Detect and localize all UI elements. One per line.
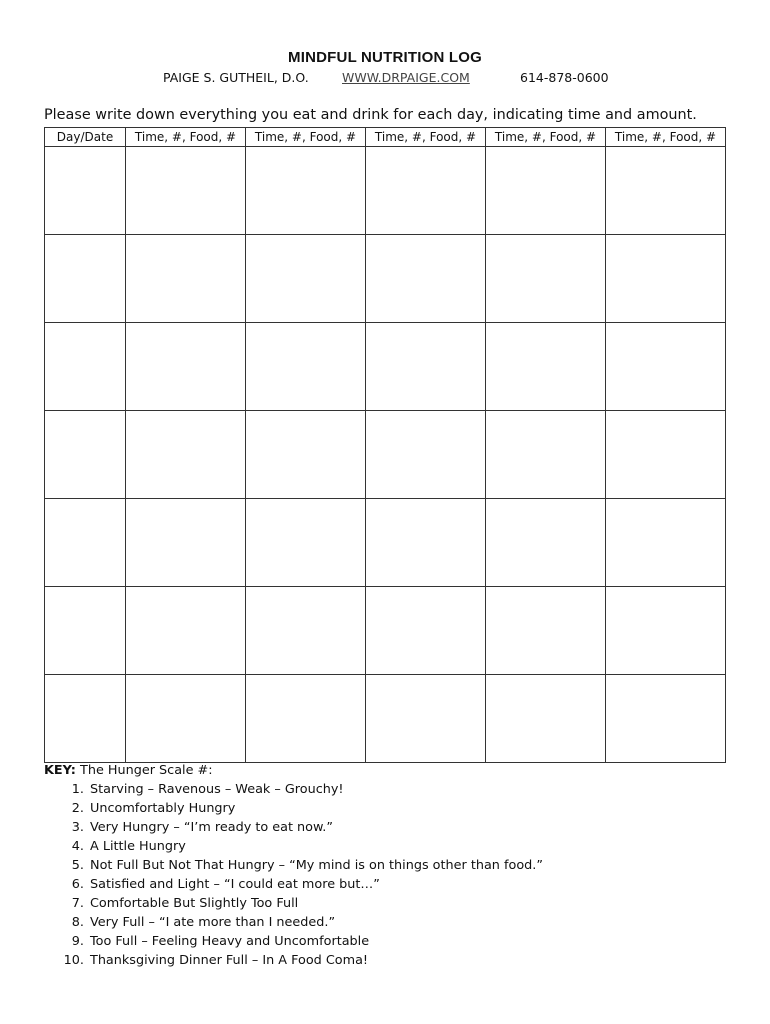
hunger-scale-item	[44, 932, 543, 951]
food-entry-cell[interactable]	[366, 675, 486, 763]
food-entry-cell[interactable]	[366, 499, 486, 587]
hunger-scale-number: 10.	[63, 953, 84, 968]
table-body	[45, 147, 726, 763]
hunger-scale-item	[44, 913, 543, 932]
food-entry-cell[interactable]	[246, 411, 366, 499]
hunger-scale-item	[44, 780, 543, 799]
food-entry-cell[interactable]	[126, 411, 246, 499]
day-date-cell[interactable]	[45, 411, 126, 499]
instructions-text: Please write down everything you eat and drink for each day, indicating time and amount.	[44, 107, 697, 123]
food-entry-cell[interactable]	[126, 235, 246, 323]
food-entry-cell[interactable]	[486, 323, 606, 411]
column-header-entry: Time, #, Food, #	[246, 128, 366, 147]
column-header-day-date: Day/Date	[45, 128, 126, 147]
food-entry-cell[interactable]	[126, 675, 246, 763]
food-entry-cell[interactable]	[126, 147, 246, 235]
food-entry-cell[interactable]	[246, 323, 366, 411]
table-row	[45, 499, 726, 587]
author-name: PAIGE S. GUTHEIL, D.O.	[163, 70, 309, 85]
food-entry-cell[interactable]	[366, 147, 486, 235]
food-entry-cell[interactable]	[486, 499, 606, 587]
food-entry-cell[interactable]	[366, 587, 486, 675]
day-date-cell[interactable]	[45, 587, 126, 675]
hunger-scale-text: Very Full – “I ate more than I needed.”	[90, 915, 336, 930]
food-entry-cell[interactable]	[126, 499, 246, 587]
hunger-scale-key	[44, 761, 543, 970]
food-entry-cell[interactable]	[246, 235, 366, 323]
food-entry-cell[interactable]	[486, 675, 606, 763]
hunger-scale-number: 3.	[71, 820, 84, 835]
key-label: KEY:	[44, 763, 76, 778]
hunger-scale-item	[44, 875, 543, 894]
hunger-scale-list	[44, 780, 543, 970]
column-header-entry: Time, #, Food, #	[486, 128, 606, 147]
hunger-scale-item	[44, 951, 543, 970]
hunger-scale-item	[44, 799, 543, 818]
table-row	[45, 675, 726, 763]
day-date-cell[interactable]	[45, 323, 126, 411]
food-entry-cell[interactable]	[606, 235, 726, 323]
day-date-cell[interactable]	[45, 675, 126, 763]
food-entry-cell[interactable]	[606, 147, 726, 235]
hunger-scale-text: Satisfied and Light – “I could eat more but…”	[90, 877, 380, 892]
hunger-scale-item	[44, 856, 543, 875]
hunger-scale-item	[44, 818, 543, 837]
food-entry-cell[interactable]	[366, 323, 486, 411]
hunger-scale-number: 8.	[71, 915, 84, 930]
table-row	[45, 235, 726, 323]
food-entry-cell[interactable]	[486, 411, 606, 499]
food-entry-cell[interactable]	[486, 587, 606, 675]
table-row	[45, 147, 726, 235]
day-date-cell[interactable]	[45, 235, 126, 323]
food-entry-cell[interactable]	[486, 147, 606, 235]
table-row	[45, 587, 726, 675]
food-entry-cell[interactable]	[246, 587, 366, 675]
column-header-entry: Time, #, Food, #	[126, 128, 246, 147]
food-entry-cell[interactable]	[246, 147, 366, 235]
column-header-entry: Time, #, Food, #	[366, 128, 486, 147]
table-row	[45, 323, 726, 411]
day-date-cell[interactable]	[45, 499, 126, 587]
food-entry-cell[interactable]	[606, 587, 726, 675]
food-entry-cell[interactable]	[606, 411, 726, 499]
hunger-scale-text: Too Full – Feeling Heavy and Uncomfortable	[90, 934, 370, 949]
food-entry-cell[interactable]	[126, 587, 246, 675]
key-title: The Hunger Scale #:	[80, 763, 213, 778]
table-row	[45, 411, 726, 499]
table-header-row	[45, 128, 726, 147]
food-entry-cell[interactable]	[486, 235, 606, 323]
hunger-scale-text: Not Full But Not That Hungry – “My mind is on things other than food.”	[90, 858, 543, 873]
column-header-entry: Time, #, Food, #	[606, 128, 726, 147]
website-link[interactable]: WWW.DRPAIGE.COM	[342, 70, 470, 85]
food-entry-cell[interactable]	[246, 675, 366, 763]
hunger-scale-number: 1.	[71, 782, 84, 797]
hunger-scale-item	[44, 837, 543, 856]
hunger-scale-number: 5.	[71, 858, 84, 873]
hunger-scale-text: A Little Hungry	[90, 839, 186, 854]
hunger-scale-item	[44, 894, 543, 913]
key-heading	[44, 761, 543, 780]
food-entry-cell[interactable]	[366, 235, 486, 323]
food-entry-cell[interactable]	[606, 675, 726, 763]
hunger-scale-number: 9.	[71, 934, 84, 949]
hunger-scale-text: Thanksgiving Dinner Full – In A Food Coma!	[90, 953, 369, 968]
food-entry-cell[interactable]	[606, 499, 726, 587]
nutrition-log-table	[44, 127, 726, 763]
day-date-cell[interactable]	[45, 147, 126, 235]
hunger-scale-text: Very Hungry – “I’m ready to eat now.”	[90, 820, 333, 835]
hunger-scale-number: 6.	[71, 877, 84, 892]
food-entry-cell[interactable]	[246, 499, 366, 587]
hunger-scale-number: 4.	[71, 839, 84, 854]
page-title: MINDFUL NUTRITION LOG	[288, 49, 482, 66]
hunger-scale-text: Comfortable But Slightly Too Full	[90, 896, 299, 911]
food-entry-cell[interactable]	[606, 323, 726, 411]
hunger-scale-text: Uncomfortably Hungry	[90, 801, 236, 816]
phone-number: 614-878-0600	[520, 70, 609, 85]
food-entry-cell[interactable]	[366, 411, 486, 499]
hunger-scale-number: 2.	[71, 801, 84, 816]
food-entry-cell[interactable]	[126, 323, 246, 411]
hunger-scale-text: Starving – Ravenous – Weak – Grouchy!	[90, 782, 344, 797]
hunger-scale-number: 7.	[71, 896, 84, 911]
